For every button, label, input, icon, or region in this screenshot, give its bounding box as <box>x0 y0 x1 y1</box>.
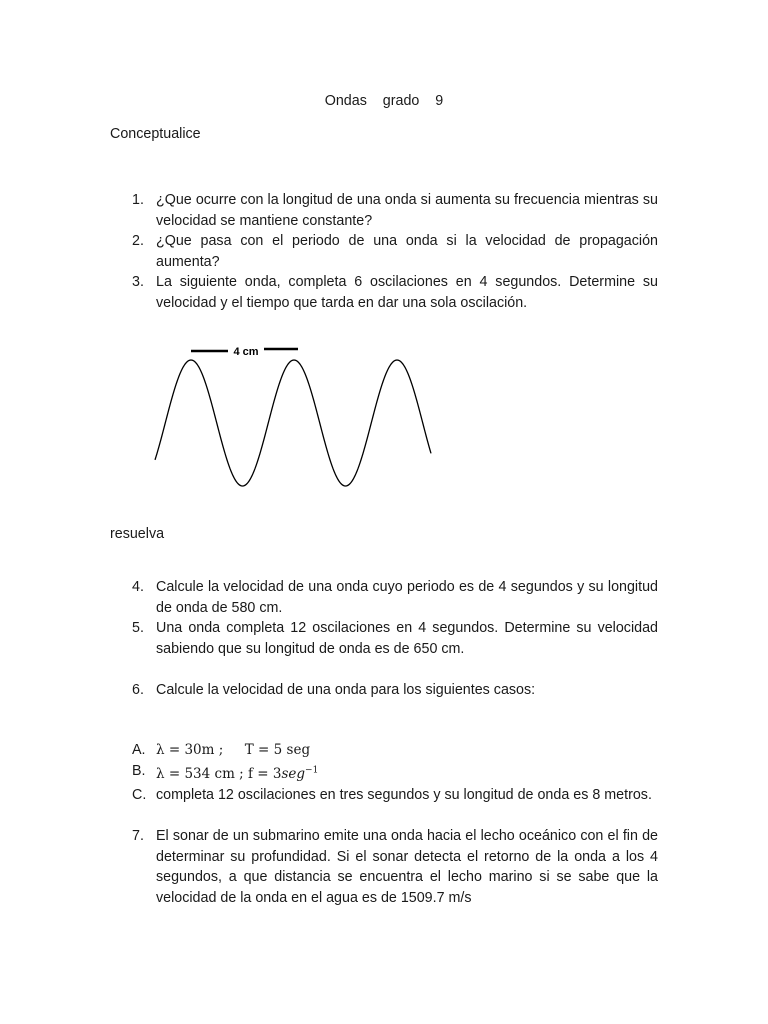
case-b <box>110 761 658 785</box>
case-a-formula <box>156 742 310 758</box>
question-text: La siguiente onda, completa 6 oscilaciones en 4 segundos. Determine su velocidad y el tiempo que tarda en dar una sola oscilación. <box>156 274 658 311</box>
case-b-exponent: −1 <box>305 765 319 776</box>
wavelength-label: 4 cm <box>233 346 259 358</box>
case-c <box>110 785 658 806</box>
wave-curve <box>155 360 431 486</box>
question-3 <box>110 272 658 313</box>
case-letter: C. <box>132 786 147 803</box>
section-heading-resuelva: resuelva <box>110 526 165 542</box>
sine-wave-figure <box>150 340 440 495</box>
question-text: ¿Que ocurre con la longitud de una onda si aumenta su frecuencia mientras su velocidad se mantiene constante? <box>156 192 658 229</box>
question-2 <box>110 231 658 272</box>
case-b-formula <box>156 766 318 782</box>
question-number: 7. <box>132 828 144 844</box>
question-list-1 <box>110 190 658 313</box>
case-b-unit: seg <box>281 766 306 782</box>
question-7 <box>110 826 658 908</box>
question-4 <box>110 577 658 618</box>
case-a <box>110 740 658 761</box>
question-text: ¿Que pasa con el periodo de una onda si la velocidad de propagación aumenta? <box>156 233 658 270</box>
question-number: 6. <box>132 682 144 698</box>
question-list-2 <box>110 577 658 701</box>
question-number: 4. <box>132 579 144 595</box>
case-letter: B. <box>132 762 146 779</box>
case-a-lambda: λ = 30m ; <box>156 742 224 758</box>
question-number: 3. <box>132 274 144 290</box>
case-c-text: completa 12 oscilaciones en tres segundos y su longitud de onda es 8 metros. <box>156 786 652 803</box>
page-title: Ondas grado 9 <box>324 93 444 109</box>
case-a-period: T = 5 seg <box>244 742 311 758</box>
question-1 <box>110 190 658 231</box>
question-number: 1. <box>132 192 144 208</box>
question-6 <box>110 680 658 701</box>
case-list <box>110 740 658 908</box>
question-text: Calcule la velocidad de una onda cuyo periodo es de 4 segundos y su longitud de onda de 580 cm. <box>156 579 658 616</box>
case-b-lambda: λ = 534 cm ; f = 3 <box>156 766 282 782</box>
question-text: El sonar de un submarino emite una onda hacia el lecho oceánico con el fin de determinar su profundidad. Si el sonar detecta el retorno de la onda a los 4 segundos, a que distancia se encuentra el lecho marino si se sabe que la velocidad de la onda en el agua es de 1509.7 m/s <box>156 828 658 906</box>
question-text: Calcule la velocidad de una onda para los siguientes casos: <box>156 682 536 698</box>
question-number: 5. <box>132 620 144 636</box>
section-heading-conceptualice: Conceptualice <box>110 126 201 142</box>
case-letter: A. <box>132 742 146 758</box>
question-text: Una onda completa 12 oscilaciones en 4 segundos. Determine su velocidad sabiendo que su longitud de onda es de 650 cm. <box>156 620 658 657</box>
question-5 <box>110 618 658 659</box>
question-number: 2. <box>132 233 144 249</box>
